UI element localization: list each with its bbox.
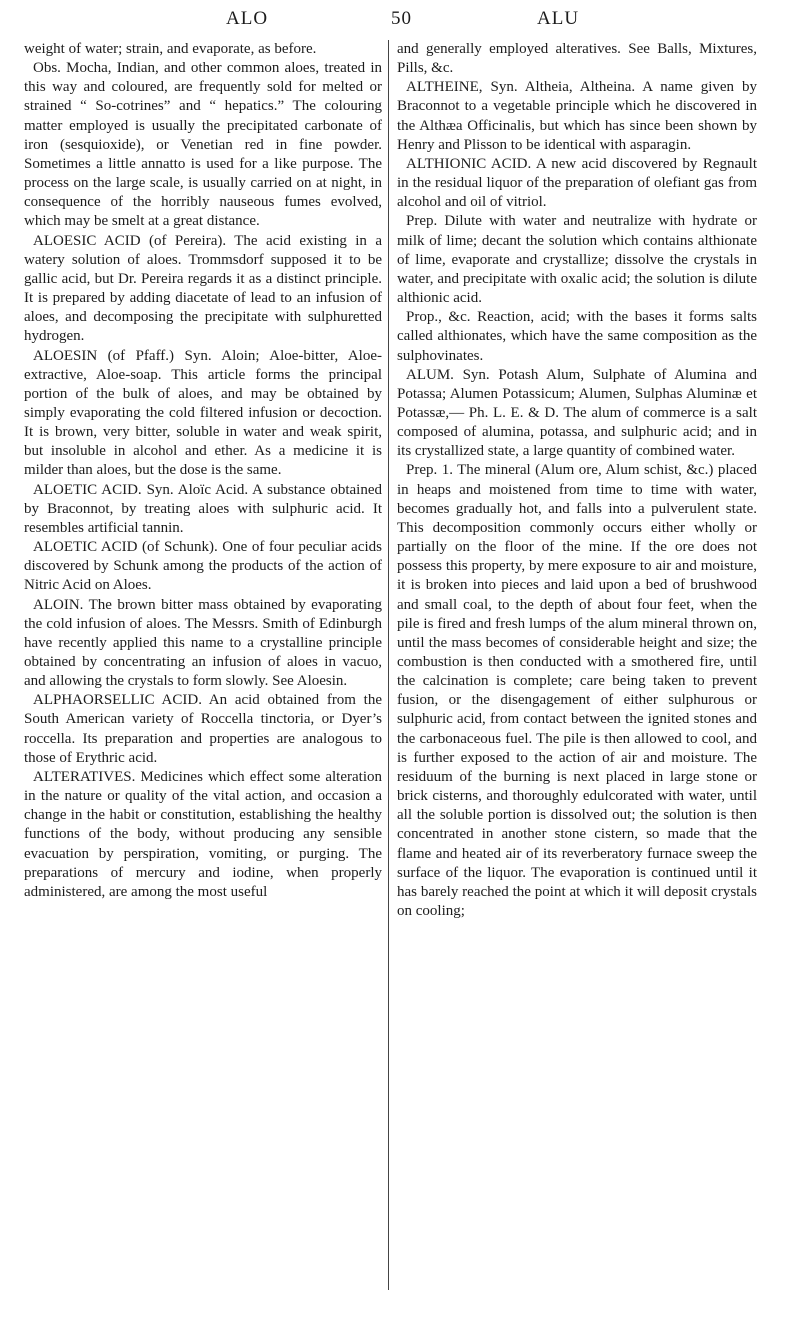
dictionary-entry: ALOETIC ACID (of Schunk). One of four peculiar acids discovered by Schunk among the products of the action of Nitric Acid on Aloes. (24, 539, 382, 594)
dictionary-entry: ALOIN. The brown bitter mass obtained by evaporating the cold infusion of aloes. The Messrs. Smith of Edinburgh have recently applied this name to a crystalline principle obtained by concentrating an infusion of aloes in vacuo, and allowing the crystals to form slowly. See Aloesin. (24, 596, 382, 690)
dictionary-entry: ALTHEINE, Syn. Altheia, Altheina. A name given by Braconnot to a vegetable principle which he discovered in the Althæa Officinalis, but which has since been shown by Henry and Plisson to be identical with asparagin. (397, 79, 757, 153)
page-number: 50 (391, 8, 412, 29)
dictionary-entry: ALOETIC ACID. Syn. Aloïc Acid. A substance obtained by Braconnot, by treating aloes with sulphuric acid. It resembles artificial tannin. (24, 481, 382, 536)
right-column (397, 40, 757, 921)
dictionary-entry: ALTHIONIC ACID. A new acid discovered by Regnault in the residual liquor of the preparation of olefiant gas from alcohol and oil of vitriol. (397, 155, 757, 211)
paragraph: Prop., &c. Reaction, acid; with the bases it forms salts called althionates, which have the same composition as the sulphovinates. (397, 309, 757, 364)
dictionary-entry: ALPHAORSELLIC ACID. An acid obtained from the South American variety of Roccella tinctoria, or Dyer’s roccella. Its preparation and properties are analogous to those of Erythric acid. (24, 692, 382, 766)
left-column (24, 40, 382, 902)
paragraph: and generally employed alteratives. See Balls, Mixtures, Pills, &c. (397, 41, 757, 77)
paragraph: Prep. 1. The mineral (Alum ore, Alum schist, &c.) placed in heaps and moistened from time to time with water, becomes gradually hot, and falls into a pulverulent state. This decomposition commonly occurs either wholly or partially on the floor of the mine. If the ore does not possess this property, by mere exposure to air and moisture, it is broken into pieces and laid upon a bed of brushwood and small coal, to the depth of about four feet, when the pile is fired and fresh lumps of the alum mineral thrown on, until the mass becomes of considerable height and size; the combustion is then conducted with a smothered fire, until the calcination is complete; care being taken to prevent fusion, or the disengagement of either sulphurous or sulphuric acid, from contact between the ignited stones and the carbonaceous fuel. The pile is then allowed to cool, and is further exposed to the action of air and moisture. The residuum of the burning is next placed in large stone or brick cisterns, and thoroughly edulcorated with water, until all the soluble portion is dissolved out; the solution is then concentrated in another stone cistern, so made that the flame and heated air of its reverberatory furnace sweep the surface of the liquor. The evaporation is continued until it has barely reached the point at which it will deposit crystals on cooling; (397, 462, 757, 920)
paragraph: Prep. Dilute with water and neutralize with hydrate or milk of lime; decant the solution which contains althionate of lime, evaporate and crystallize; dissolve the crystals in water, and precipitate with oxalic acid; the solution is dilute althionic acid. (397, 213, 757, 307)
dictionary-entry: ALTERATIVES. Medicines which effect some alteration in the nature or quality of the vital action, and occasion a change in the habit or constitution, establishing the healthy functions of the body, without producing any sensible evacuation by perspiration, vomiting, or purging. The preparations of mercury and iodine, when properly administered, are among the most useful (24, 768, 382, 900)
column-divider (388, 40, 389, 1290)
dictionary-entry: ALUM. Syn. Potash Alum, Sulphate of Alumina and Potassa; Alumen Potassicum; Alumen, Sulphas Aluminæ et Potassæ,— Ph. L. E. & D. The alum of commerce is a salt composed of alumina, potassa, and sulphuric acid; and in its crystallized state, a large quantity of combined water. (397, 366, 757, 460)
dictionary-entry: ALOESIN (of Pfaff.) Syn. Aloin; Aloe-bitter, Aloe-extractive, Aloe-soap. This article forms the principal portion of the bulk of aloes, and may be obtained by simply evaporating the cold filtered infusion or decoction. It is brown, very bitter, soluble in water and weak spirit, but insoluble in alcohol and ether. As a medicine it is milder than aloes, but the dose is the same. (24, 347, 382, 479)
paragraph: weight of water; strain, and evaporate, as before. (24, 41, 317, 57)
dictionary-entry: ALOESIC ACID (of Pereira). The acid existing in a watery solution of aloes. Trommsdorf supposed it to be gallic acid, but Dr. Pereira regards it as a distinct principle. It is prepared by adding diacetate of lead to an infusion of aloes, and decomposing the precipitate with sulphuretted hydrogen. (24, 232, 382, 345)
running-head-right: ALU (537, 8, 580, 29)
running-head-left: ALO (226, 8, 269, 29)
page-header (0, 8, 800, 32)
paragraph: Obs. Mocha, Indian, and other common aloes, treated in this way and coloured, are frequently sold for melted or strained “ So-cotrines” and “ hepatics.” The colouring matter employed is usually the precipitated carbonate of iron (sesquioxide), or Venetian red in fine powder. Sometimes a little annatto is used for a like purpose. The process on the large scale, is usually carried on at night, in consequence of the horribly nauseous fumes evolved, which may be smelt at a great distance. (24, 60, 382, 230)
